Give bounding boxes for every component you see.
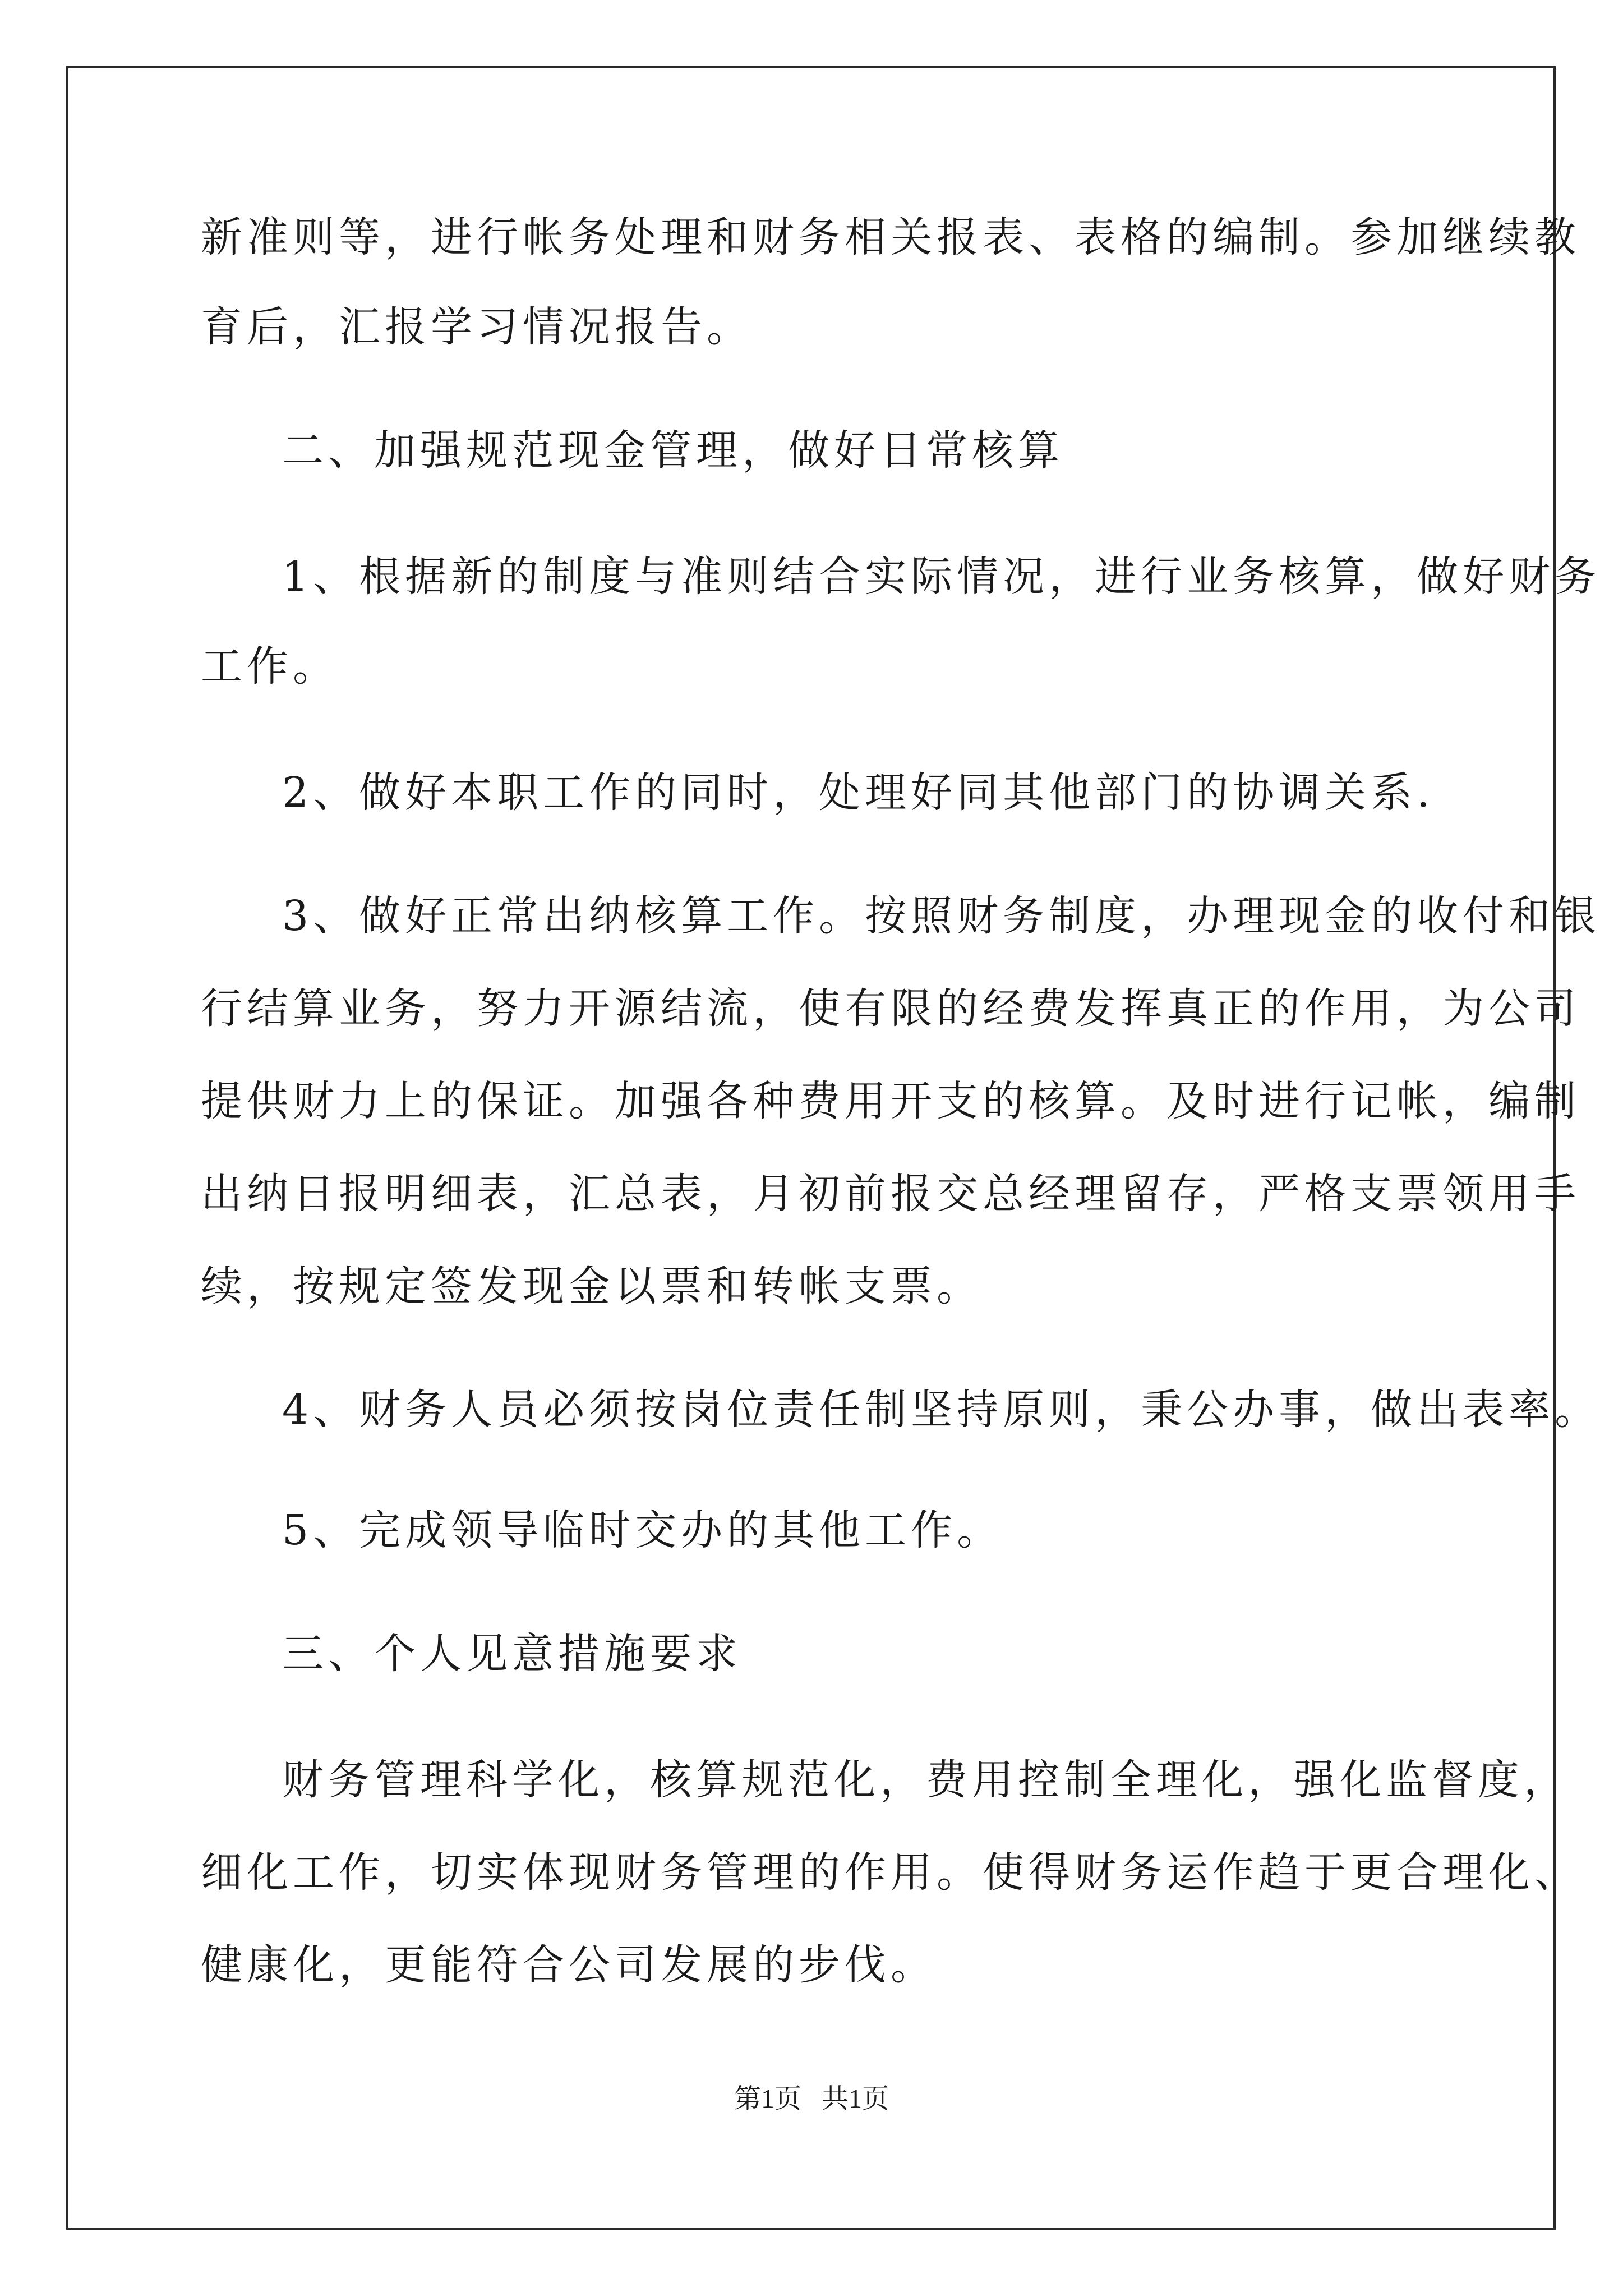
- page-border: [66, 66, 1556, 2230]
- text-line: 行结算业务，努力开源结流，使有限的经费发挥真正的作用，为公司: [201, 984, 1580, 1033]
- text-line: 出纳日报明细表，汇总表，月初前报交总经理留存，严格支票领用手: [201, 1170, 1580, 1218]
- text-line: 2、做好本职工作的同时，处理好同其他部门的协调关系.: [282, 769, 1435, 817]
- text-line: 新准则等，进行帐务处理和财务相关报表、表格的编制。参加继续教: [201, 213, 1580, 261]
- section-heading: 二、加强规范现金管理，做好日常核算: [282, 426, 1064, 475]
- text-line: 3、做好正常出纳核算工作。按照财务制度，办理现金的收付和银: [282, 892, 1601, 940]
- text-line: 1、根据新的制度与准则结合实际情况，进行业务核算，做好财务: [282, 553, 1601, 601]
- text-line: 细化工作，切实体现财务管理的作用。使得财务运作趋于更合理化、: [201, 1848, 1580, 1897]
- page-number: 第1页 共1页: [734, 2084, 889, 2114]
- text-line: 续，按规定签发现金以票和转帐支票。: [201, 1262, 983, 1310]
- text-line: 财务管理科学化，核算规范化，费用控制全理化，强化监督度，: [282, 1756, 1570, 1804]
- text-line: 育后，汇报学习情况报告。: [201, 303, 753, 351]
- text-line: 工作。: [201, 642, 339, 691]
- text-line: 健康化，更能符合公司发展的步伐。: [201, 1941, 937, 1989]
- section-heading: 三、个人见意措施要求: [282, 1630, 742, 1678]
- text-line: 4、财务人员必须按岗位责任制坚持原则，秉公办事，做出表率。: [282, 1386, 1601, 1434]
- text-line: 提供财力上的保证。加强各种费用开支的核算。及时进行记帐，编制: [201, 1077, 1580, 1125]
- text-line: 5、完成领导临时交办的其他工作。: [282, 1506, 1003, 1554]
